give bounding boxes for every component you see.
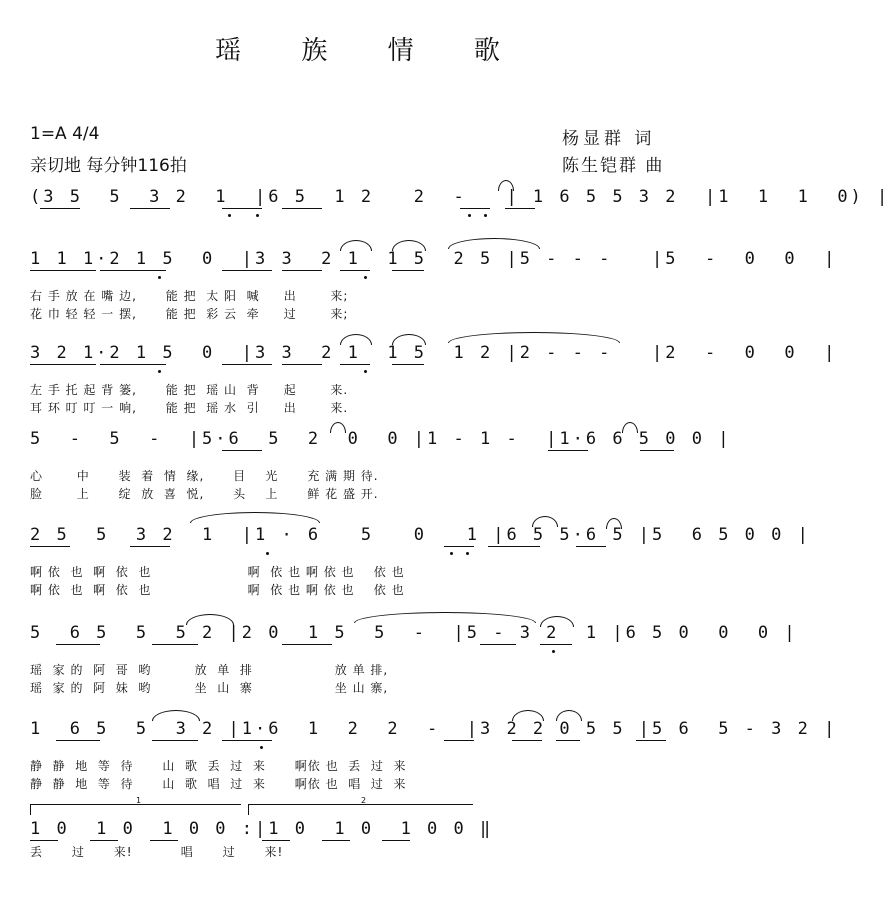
composer-credit: 陈生铠群 曲 bbox=[562, 156, 665, 176]
score-system-6 bbox=[0, 620, 798, 710]
lyric-verse-2: 瑶 家 的 阿 妹 哟 坐 山 寨 坐 山 寨, bbox=[30, 681, 389, 695]
notation-line: 1 6 5 5 3 2 |1·6 1 2 2 - |3 2 2 0 5 5 |5 6 5 - 3 2 | bbox=[30, 719, 838, 739]
lyric-verse-2: 静 静 地 等 待 山 歌 唱 过 来 啊依 也 唱 过 来 bbox=[30, 777, 407, 791]
score-system-2 bbox=[0, 246, 838, 336]
notation-line: 5 - 5 - |5·6 5 2 0 0 |1 - 1 - |1·6 6 5 0 0 | bbox=[30, 429, 732, 449]
song-title: 瑶 族 情 歌 bbox=[215, 36, 526, 66]
key-time-signature: 1=A 4/4 bbox=[30, 124, 100, 144]
lyric-verse-1: 瑶 家 的 阿 哥 哟 放 单 排 放 单 排, bbox=[30, 663, 389, 677]
lyric-verse-1: 右 手 放 在 嘴 边, 能 把 太 阳 喊 出 来; bbox=[30, 289, 349, 303]
score-system-3 bbox=[0, 340, 838, 430]
score-system-5 bbox=[0, 522, 811, 612]
score-system-4 bbox=[0, 426, 732, 516]
lyric-verse-2: 啊 依 也 啊 依 也 啊 依 也 啊 依 也 依 也 bbox=[30, 583, 405, 597]
notation-line: 3 2 1·2 1 5 0 |3 3 2 1 1 5 1 2 |2 - - - |2 - 0 0 | bbox=[30, 343, 838, 363]
volta-first-ending: 1 bbox=[30, 804, 241, 815]
volta-second-ending: 2 bbox=[248, 804, 473, 815]
lyricist-credit: 杨显群 词 bbox=[562, 129, 656, 149]
lyric-verse-2: 耳 环 叮 叮 一 响, 能 把 瑶 水 引 出 来. bbox=[30, 401, 349, 415]
notation-line: 5 6 5 5 5 2 |2 0 1 5 5 - |5 - 3 2 1 |6 5 0 0 0 | bbox=[30, 623, 798, 643]
score-system-8 bbox=[0, 816, 715, 906]
notation-line: (3 5 5 3 2 1 |6 5 1 2 2 - | 1 6 5 5 3 2 |1 1 1 0) | bbox=[30, 187, 890, 207]
lyric-ending: 丢 过 来! 唱 过 来! bbox=[30, 845, 284, 859]
tempo-marking: 亲切地 每分钟116拍 bbox=[30, 156, 187, 176]
lyric-verse-1: 心 中 装 着 情 缘, 目 光 充 满 期 待. bbox=[30, 469, 379, 483]
lyric-verse-1: 左 手 托 起 背 篓, 能 把 瑶 山 背 起 来. bbox=[30, 383, 349, 397]
lyric-verse-2: 脸 上 绽 放 喜 悦, 头 上 鲜 花 盛 开. bbox=[30, 487, 379, 501]
score-system-7 bbox=[0, 716, 838, 806]
notation-line: 1 0 1 0 1 0 0 :|1 0 1 0 1 0 0 ‖ bbox=[30, 819, 494, 839]
notation-line: 2 5 5 3 2 1 |1 · 6 5 0 1 |6 5 5·6 5 |5 6 5 0 0 | bbox=[30, 525, 811, 545]
notation-line: 1 1 1·2 1 5 0 |3 3 2 1 1 5 2 5 |5 - - - |5 - 0 0 | bbox=[30, 249, 838, 269]
lyric-verse-1: 静 静 地 等 待 山 歌 丢 过 来 啊依 也 丢 过 来 bbox=[30, 759, 407, 773]
lyric-verse-1: 啊 依 也 啊 依 也 啊 依 也 啊 依 也 依 也 bbox=[30, 565, 405, 579]
lyric-verse-2: 花 巾 轻 轻 一 摆, 能 把 彩 云 牵 过 来; bbox=[30, 307, 349, 321]
